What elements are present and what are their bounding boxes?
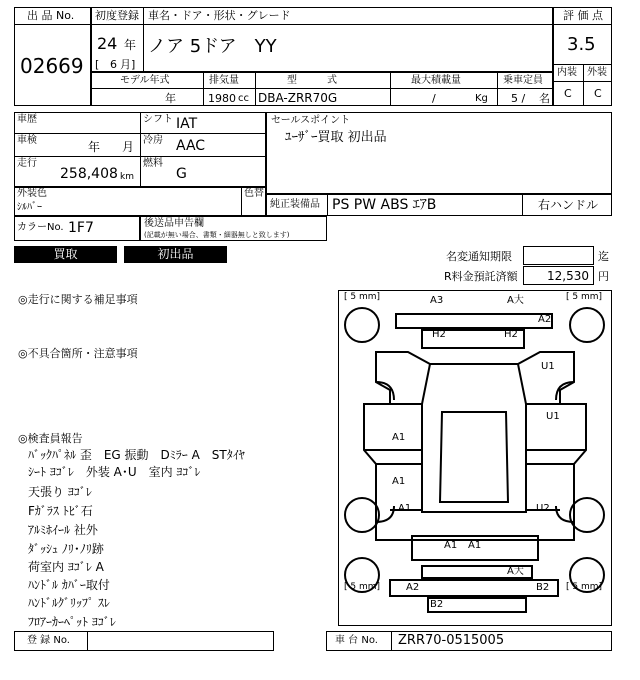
mark-a1-left3: A1 (398, 503, 412, 514)
model-code: DBA-ZRR70G (258, 91, 338, 105)
color-number: 1F7 (68, 220, 94, 236)
report-line: Fｶﾞﾗｽ ﾄﾋﾞ石 (28, 504, 93, 518)
mark-a1-rear2: A1 (468, 540, 482, 551)
driving-notes-label: ◎走行に関する補足事項 (18, 293, 138, 306)
mark-a2-rear: A2 (406, 582, 420, 593)
registration-month: 6 (110, 58, 117, 71)
lot-number: 02669 (20, 54, 84, 78)
recycle-fee: 12,530 (547, 269, 589, 283)
report-line: 天張り ﾖｺﾞﾚ (28, 485, 92, 499)
capacity: 5 / (511, 92, 526, 105)
mark-a1-left1: A1 (392, 432, 406, 443)
rating-label: 評 価 点 (563, 9, 603, 22)
inspection-year-unit: 年 (88, 140, 101, 154)
lot-number-label: 出 品 No. (27, 9, 75, 22)
repaint-label: 色替 (244, 188, 264, 199)
mark-a2-top: A2 (538, 314, 552, 325)
mark-a3: A3 (430, 295, 444, 306)
inspector-report-label: ◎検査員報告 (18, 432, 83, 445)
mark-u2: U2 (536, 503, 550, 514)
color-number-label: カラーNo. (17, 222, 64, 233)
name-change-deadline-box (523, 246, 594, 265)
history-label: 車歴 (17, 114, 37, 125)
max-load-separator: / (432, 92, 436, 105)
mark-a-large-rear: A大 (507, 566, 524, 577)
defects-notes-label: ◎不具合箇所・注意事項 (18, 347, 138, 360)
month-close: 月] (120, 58, 136, 71)
ac-label: 冷房 (143, 135, 163, 146)
mark-b2-rear: B2 (536, 582, 550, 593)
tire-depth-fr: [ 5 mm] (566, 292, 603, 302)
mark-a1-left2: A1 (392, 476, 406, 487)
badge-first-listing: 初出品 (124, 246, 227, 263)
exterior-label: 外装 (587, 67, 607, 78)
badge-buyback: 買取 (14, 246, 117, 263)
report-line: ﾌﾛｱｰｶｰﾍﾟｯﾄ ﾖｺﾞﾚ (28, 615, 116, 629)
capacity-label: 乗車定員 (503, 75, 543, 86)
mark-h2-left: H2 (432, 329, 446, 340)
sales-point: ﾕｰｻﾞｰ買取 初出品 (285, 130, 387, 145)
registration-year-unit: 年 (124, 38, 137, 52)
mark-a-large: A大 (507, 295, 524, 306)
report-line: ｼｰﾄ ﾖｺﾞﾚ 外装 A･U 室内 ﾖｺﾞﾚ (28, 465, 201, 479)
recycle-fee-label: R料金預託済額 (444, 270, 518, 283)
mark-a1-rear1: A1 (444, 540, 458, 551)
displacement: 1980 (208, 92, 236, 105)
mark-h2-right: H2 (504, 329, 518, 340)
model-year-unit: 年 (165, 92, 176, 105)
sales-point-label: セールスポイント (271, 115, 351, 126)
recycle-fee-unit: 円 (598, 270, 609, 283)
report-line: ｱﾙﾐﾎｲｰﾙ 社外 (28, 523, 98, 537)
inspection-month-unit: 月 (122, 140, 135, 154)
mileage-label: 走行 (17, 158, 37, 169)
chassis-number: ZRR70-0515005 (398, 633, 505, 648)
shift: IAT (176, 116, 198, 132)
color-box (14, 187, 266, 216)
interior-grade: C (564, 87, 572, 100)
tire-depth-rr: [ 5 mm] (566, 582, 603, 592)
documents-note: (記載が無い場合、書類・細器無しと致します) (144, 231, 290, 239)
report-line: ﾀﾞｯｼｭ ﾉﾘ･ﾉﾘ跡 (28, 542, 104, 556)
max-load-unit: Kg (475, 93, 488, 104)
report-line: ﾊﾞｯｸﾊﾟﾈﾙ 歪 EG 振動 Dﾐﾗｰ A STﾀｲﾔ (28, 448, 245, 462)
shift-label: シフト (143, 114, 173, 125)
color-label: 外装色 (17, 188, 47, 199)
report-line: 荷室内 ﾖｺﾞﾚ A (28, 560, 104, 574)
registration-number-label: 登 録 No. (27, 635, 70, 646)
fuel-label: 燃料 (143, 158, 163, 169)
inspection-label: 車検 (17, 135, 37, 146)
month-open: [ (95, 58, 100, 71)
mileage: 258,408 (60, 166, 118, 182)
air-conditioner: AAC (176, 138, 206, 154)
documents-label: 後送品申告欄 (144, 218, 204, 229)
name-change-deadline-label: 名変通知期限 (446, 250, 512, 263)
displacement-label: 排気量 (209, 75, 239, 86)
chassis-number-label: 車 台 No. (335, 635, 378, 646)
first-registration-label: 初度登録 (95, 9, 139, 22)
equipment: PS PW ABS ｴｱB (332, 197, 437, 213)
report-line: ﾊﾝﾄﾞﾙ ｶﾊﾞｰ取付 (28, 578, 110, 592)
registration-year: 24 (97, 34, 118, 53)
rating-score: 3.5 (567, 34, 596, 55)
model-year-label: モデル年式 (120, 75, 170, 86)
max-load-label: 最大積載量 (411, 75, 461, 86)
car-name: ノア 5ドア YY (148, 36, 277, 57)
handle-position: 右ハンドル (538, 198, 599, 212)
color: ｼﾙﾊﾞｰ (17, 202, 42, 213)
model-label: 型 式 (287, 75, 337, 86)
mileage-unit: km (120, 172, 134, 182)
report-line: ﾊﾝﾄﾞﾙｸﾞﾘｯﾌﾟ ｽﾚ (28, 596, 110, 610)
tire-depth-fl: [ 5 mm] (344, 292, 381, 302)
displacement-unit: cc (238, 93, 249, 104)
car-name-label: 車名・ドア・形状・グレード (148, 9, 291, 22)
exterior-grade: C (594, 87, 602, 100)
mark-u1-upper: U1 (541, 361, 555, 372)
equipment-label: 純正装備品 (270, 199, 320, 210)
name-change-deadline-unit: 迄 (598, 250, 609, 263)
mark-b2-bottom: B2 (430, 599, 444, 610)
capacity-unit: 名 (539, 92, 550, 105)
tire-depth-rl: [ 5 mm] (344, 582, 381, 592)
fuel: G (176, 166, 187, 182)
car-diagram (338, 290, 612, 626)
interior-label: 内装 (557, 67, 577, 78)
mark-u1-lower: U1 (546, 411, 560, 422)
